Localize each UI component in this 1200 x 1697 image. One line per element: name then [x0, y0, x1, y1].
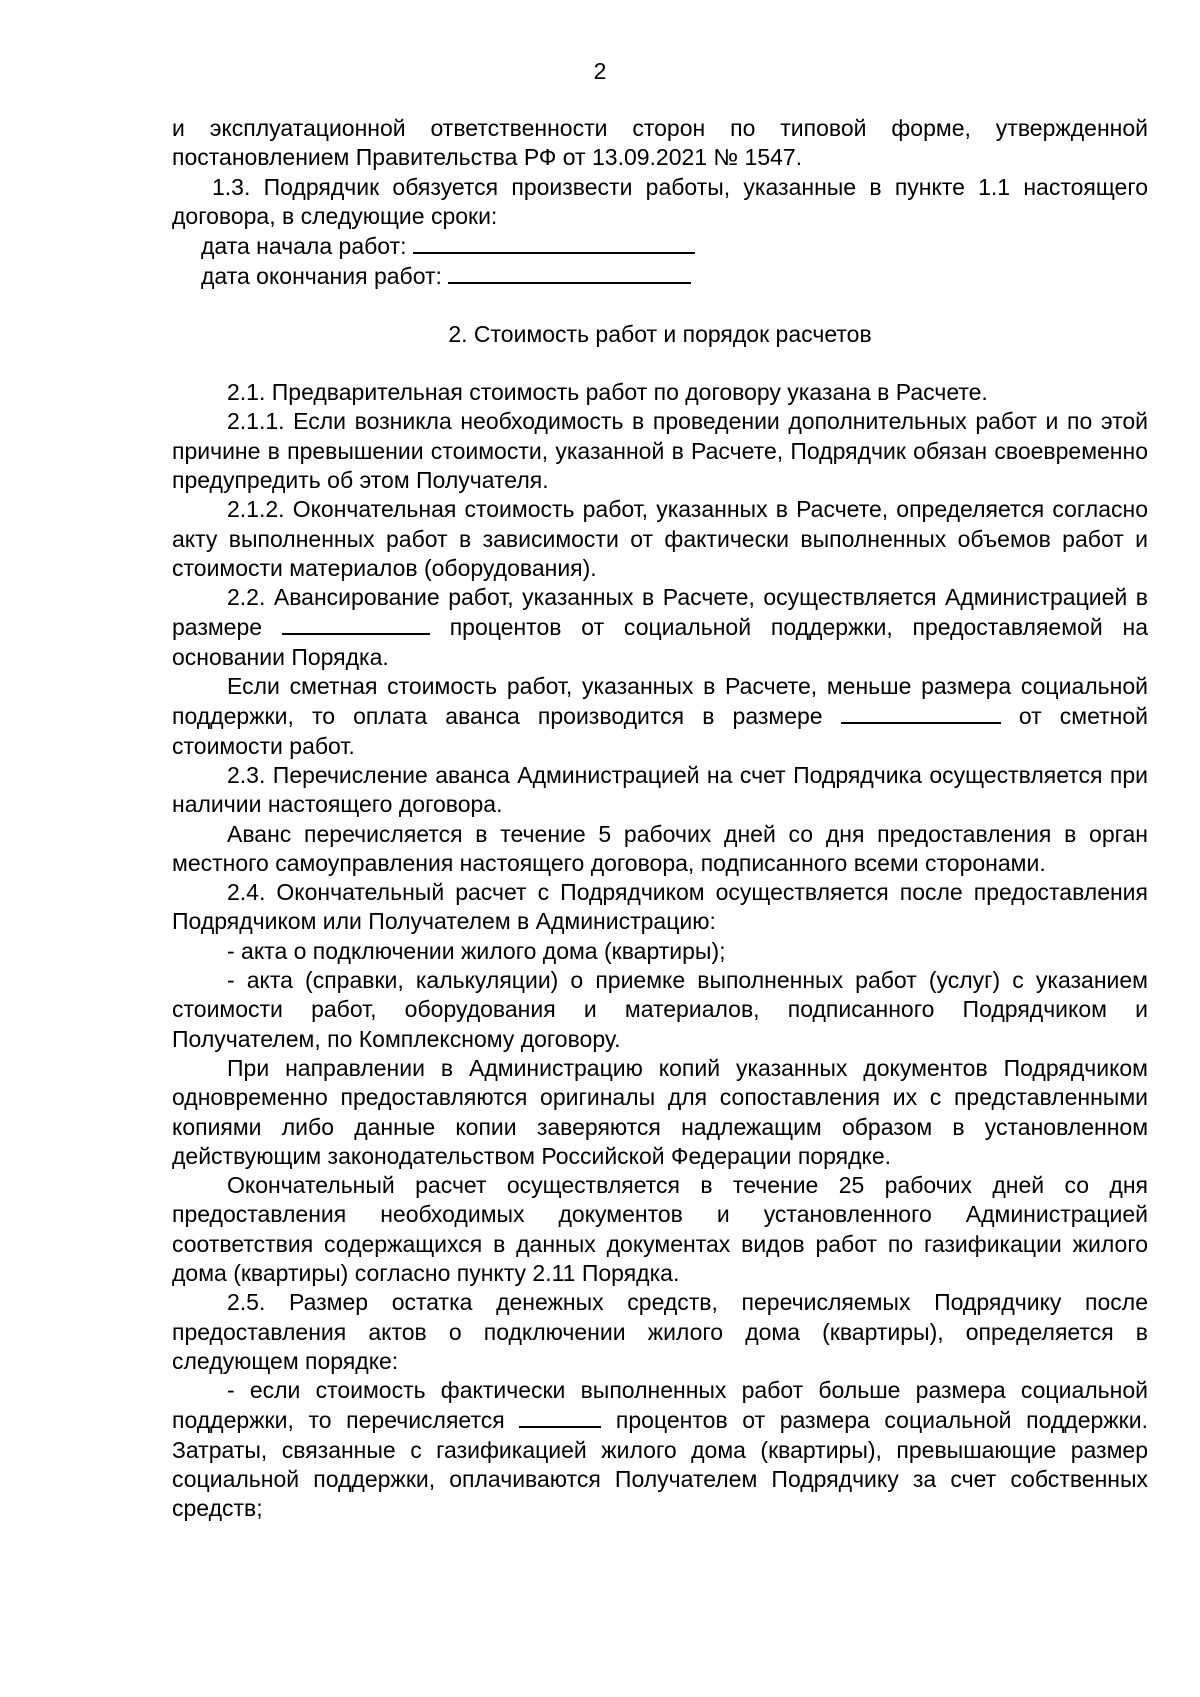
document-body — [172, 114, 1148, 1524]
paragraph-2-5-item-a-text-a: - если стоимость фактически выполненных работ больше размера социальной поддержки, то перечисляется — [172, 1377, 1148, 1434]
paragraph-2-2-second-text-b: от сметной стоимости работ. — [172, 703, 1148, 759]
paragraph-2-4-copies: При направлении в Администрацию копий указанных документов Подрядчиком одновременно предоставляются оригиналы для сопоставления их с представленными копиями либо данные копии заверяются надлежащим образом в установленном действующим законодательством Российской Федерации порядке. — [172, 1054, 1148, 1169]
paragraph-2-2-second-text-a: Если сметная стоимость работ, указанных в Расчете, меньше размера социальной поддержки, то оплата аванса производится в размере — [172, 673, 1148, 730]
paragraph-2-5-item-a — [172, 1376, 1148, 1523]
paragraph-2-5-item-a-text-b: процентов от размера социальной поддержки. Затраты, связанные с газификацией жилого дома (квартиры), превышающие размер социальной поддержки, оплачиваются Получателем Подрядчику за счет собственных средств; — [172, 1407, 1148, 1522]
paragraph-2-2-text-a: 2.2. Авансирование работ, указанных в Расчете, осуществляется Администрацией в размере — [172, 584, 1148, 641]
remainder-percent-blank — [519, 1405, 601, 1428]
advance-percent-blank — [282, 612, 430, 635]
paragraph-2-1-1: 2.1.1. Если возникла необходимость в проведении дополнительных работ и по этой причине в превышении стоимости, указанной в Расчете, Подрядчик обязан своевременно предупредить об этом Получателя. — [172, 408, 1148, 493]
paragraph-2-2 — [172, 583, 1148, 672]
advance-amount-blank — [841, 701, 1001, 724]
end-date-blank — [448, 261, 691, 284]
paragraph-2-4-item-a: - акта о подключении жилого дома (квартиры); — [227, 937, 726, 964]
paragraph-2-1-2: 2.1.2. Окончательная стоимость работ, указанных в Расчете, определяется согласно акту выполненных работ в зависимости от фактически выполненных объемов работ и стоимости материалов (оборудования). — [172, 496, 1148, 581]
paragraph-2-4-item-b: - акта (справки, калькуляции) о приемке выполненных работ (услуг) с указанием стоимости работ, оборудования и материалов, подписанного Подрядчиком и Получателем, по Комплексному договору. — [172, 967, 1148, 1052]
paragraph-2-5: 2.5. Размер остатка денежных средств, перечисляемых Подрядчику после предоставления актов о подключении жилого дома (квартиры), определяется в следующем порядке: — [172, 1289, 1148, 1374]
paragraph-1-2-continued: и эксплуатационной ответственности сторон по типовой форме, утвержденной постановлением Правительства РФ от 13.09.2021 № 1547. — [172, 115, 1148, 171]
end-date-label: дата окончания работ: — [201, 263, 449, 290]
start-date-blank — [413, 231, 695, 254]
paragraph-2-2-second — [172, 672, 1148, 761]
paragraph-1-3: 1.3. Подрядчик обязуется произвести работы, указанные в пункте 1.1 настоящего договора, в следующие сроки: — [172, 173, 1148, 229]
page-number: 2 — [593, 58, 607, 84]
paragraph-2-2-text-b: процентов от социальной поддержки, предоставляемой на основании Порядка. — [172, 614, 1148, 670]
start-date-label: дата начала работ: — [201, 233, 413, 260]
end-date-line — [172, 261, 1148, 291]
paragraph-2-3: 2.3. Перечисление аванса Администрацией на счет Подрядчика осуществляется при наличии настоящего договора. — [172, 761, 1148, 818]
start-date-line — [172, 231, 1148, 261]
paragraph-2-1: 2.1. Предварительная стоимость работ по договору указана в Расчете. — [227, 379, 988, 406]
paragraph-2-4: 2.4. Окончательный расчет с Подрядчиком осуществляется после предоставления Подрядчиком или Получателем в Администрацию: — [172, 879, 1148, 935]
section-heading: 2. Стоимость работ и порядок расчетов — [448, 320, 872, 347]
paragraph-2-3-second: Аванс перечисляется в течение 5 рабочих дней со дня предоставления в орган местного самоуправления настоящего договора, подписанного всеми сторонами. — [172, 820, 1148, 876]
paragraph-2-4-final: Окончательный расчет осуществляется в течение 25 рабочих дней со дня предоставления необходимых документов и установленного Администрацией соответствия содержащихся в данных документах видов работ по газификации жилого дома (квартиры) согласно пункту 2.11 Порядка. — [172, 1172, 1148, 1286]
